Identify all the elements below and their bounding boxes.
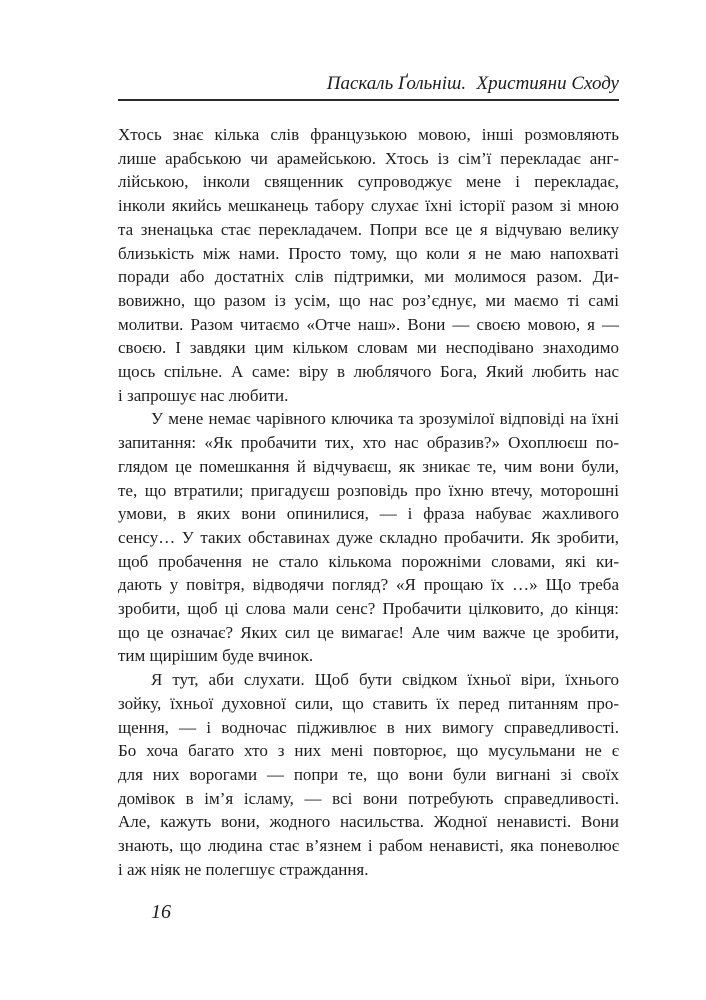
- text-line: У мене немає чарівного ключика та зрозумілої відповіді на їхні: [151, 409, 619, 429]
- text-line: що це означає? Яких сил це вимагає! Але чим важче це зробити,: [118, 622, 619, 642]
- text-line: щення, — і водночас підживлює в них вимогу справедливості.: [118, 717, 619, 737]
- text-line: дають у повітря, відводячи погляд? «Я прощаю їх …» Що треба: [118, 575, 619, 595]
- text-line: умови, в яких вони опинилися, — і фраза набуває жахливого: [118, 504, 619, 524]
- running-header-title: Християни Сходу: [476, 73, 619, 94]
- text-line: молитви. Разом читаємо «Отче наш». Вони — своєю мовою, я —: [118, 314, 619, 334]
- text-line: поради або достатніх слів підтримки, ми молимося разом. Ди-: [118, 267, 619, 287]
- text-line: запитання: «Як пробачити тих, хто нас образив?» Охоплюєш по-: [118, 433, 619, 453]
- text-line: щоб пробачення не стало кількома порожніми словами, які ки-: [118, 551, 619, 571]
- text-line: Хтось знає кілька слів французькою мовою, інші розмовляють: [118, 125, 619, 144]
- text-line: вовижно, що разом із усім, що нас роз’єднує, ми маємо ті самі: [118, 290, 619, 310]
- text-line: і запрошує нас любити.: [118, 385, 289, 405]
- running-header-author: Паскаль Ґольніш.: [326, 73, 467, 94]
- text-line: те, що втратили; пригадуєш розповідь про їхню втечу, моторошні: [118, 480, 619, 500]
- text-line: глядом це помешкання й відчуваєш, як зникає те, чим вони були,: [118, 456, 619, 476]
- text-line: інколи якийсь мешканець табору слухає їхні історії разом зі мною: [118, 196, 619, 216]
- text-line: тим щирішим буде вчинок.: [118, 646, 314, 666]
- header-rule: [118, 99, 619, 101]
- text-line: і аж ніяк не полегшує страждання.: [118, 859, 369, 879]
- text-line: Але, кажуть вони, жодного насильства. Жодної ненависті. Вони: [118, 812, 619, 832]
- text-block: [118, 0, 619, 1000]
- text-line: зойку, їхньої духовної сили, що ставить їх перед питанням про-: [118, 693, 619, 713]
- text-line: лише арабською чи арамейською. Хтось із сім’ї перекладає анг-: [118, 148, 619, 168]
- page-body: [118, 123, 619, 882]
- text-line: домівок в ім’я ісламу, — всі вони потребують справедливості.: [118, 788, 619, 808]
- text-line: знають, що людина стає в’язнем і рабом ненависті, яка поневолює: [118, 836, 619, 856]
- text-line: щось спільне. А саме: віру в люблячого Бога, Який любить нас: [118, 362, 619, 382]
- text-line: зробити, щоб ці слова мали сенс? Пробачити цілковито, до кінця:: [118, 599, 619, 619]
- paragraph: [118, 407, 619, 668]
- text-line: своєю. І завдяки цим кільком словам ми несподівано знаходимо: [118, 338, 619, 358]
- text-line: лійською, інколи священник супроводжує мене і перекладає,: [118, 172, 619, 192]
- page-number: 16: [151, 901, 171, 923]
- text-line: Бо хоча багато хто з них мені повторює, що мусульмани не є: [118, 741, 619, 761]
- text-line: сенсу… У таких обставинах дуже складно пробачити. Як зробити,: [118, 527, 619, 547]
- text-line: Я тут, аби слухати. Щоб бути свідком їхньої віри, їхнього: [151, 670, 619, 690]
- paragraph: [118, 668, 619, 881]
- text-line: для них ворогами — попри те, що вони були вигнані зі своїх: [118, 764, 619, 784]
- text-line: близькість між нами. Просто тому, що коли я не маю напохваті: [118, 243, 619, 263]
- running-header: [118, 72, 619, 96]
- text-line: та зненацька стає перекладачем. Попри все це я відчуваю велику: [118, 219, 619, 239]
- paragraph: [118, 123, 619, 407]
